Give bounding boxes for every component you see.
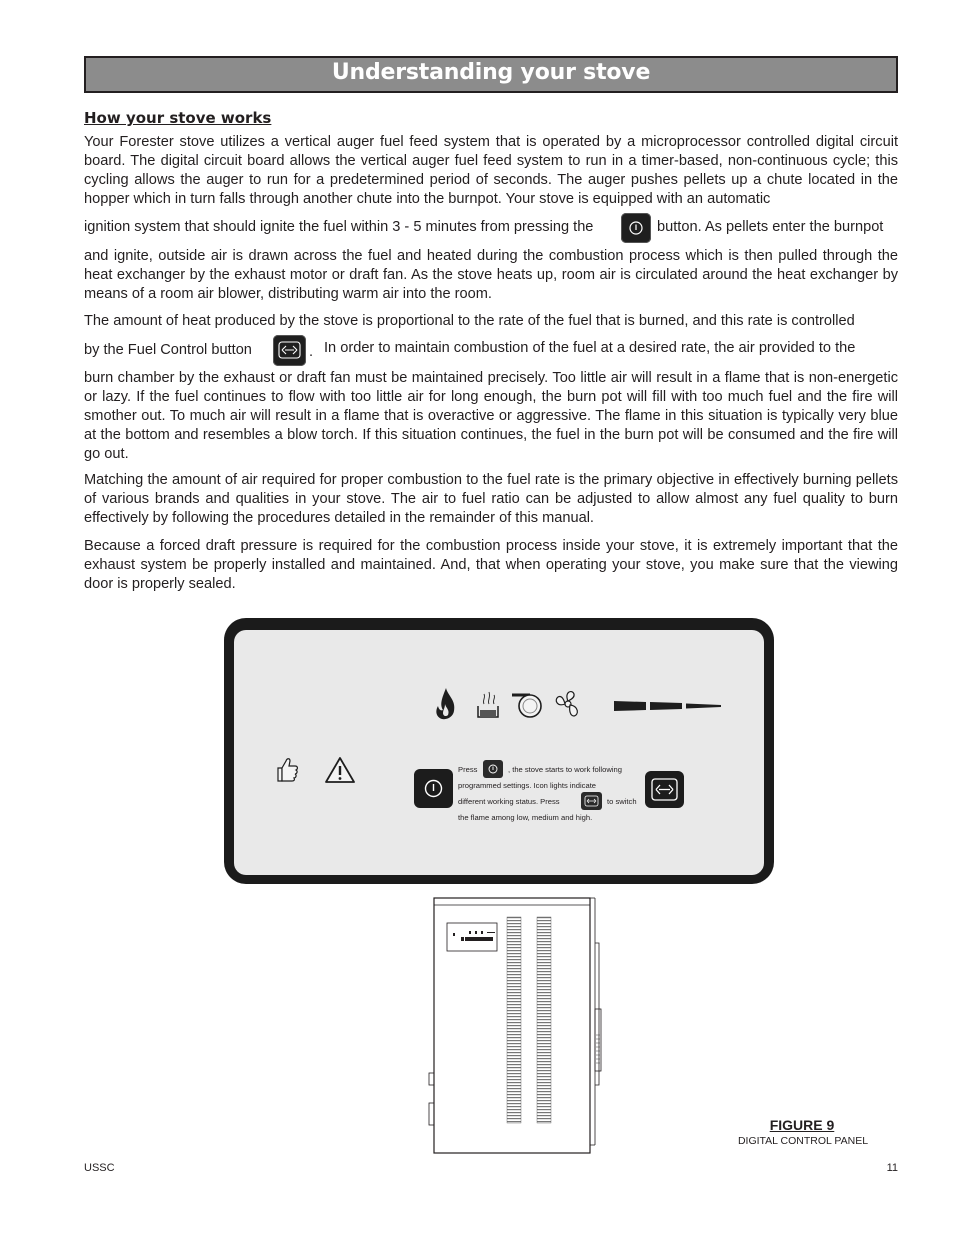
power-button-icon bbox=[621, 213, 651, 243]
paragraph-4: Because a forced draft pressure is required for the combustion process inside your stove, it is extremely important that the exhaust system be properly installed and maintained. And, that when operating your stove, you make sure that the viewing door is properly sealed. bbox=[84, 538, 898, 592]
panel-text-line-1a: Press bbox=[458, 765, 478, 774]
control-panel-face bbox=[234, 630, 764, 875]
paragraph-2-line-after: In order to maintain combustion of the fuel at a desired rate, the air provided to the bbox=[324, 340, 856, 356]
panel-inline-power-icon bbox=[483, 760, 503, 778]
panel-text-line-2: programmed settings. Icon lights indicate bbox=[458, 781, 597, 790]
paragraph-3: Matching the amount of air required for proper combustion to the fuel rate is the primary objective in effectively burning pellets of various brands and qualities in your stove. The air to fuel ratio can be adjusted to allow almost any fuel quality to burn effectively by following the procedures detailed in the remainder of this manual. bbox=[84, 472, 898, 526]
figure-caption: DIGITAL CONTROL PANEL bbox=[737, 1135, 869, 1147]
paragraph-2-block: The amount of heat produced by the stove is proportional to the rate of the fuel that is burned, and this rate is controlled bbox=[84, 313, 855, 329]
paragraph-1-block: Your Forester stove utilizes a vertical auger fuel feed system that is operated by a microprocessor controlled digital circuit board. The digital circuit board allows the vertical auger fuel feed system to run in a timer-based, non-continuous cycle; this cycling allows the auger to run for a predetermined period of seconds. The auger pushes pellets up a chute located in the hopper which in turn falls through another chute into the burnpot. Your stove is equipped with an automatic bbox=[84, 134, 898, 207]
exhaust-fan-icon bbox=[510, 691, 544, 719]
paragraph-2-line-before: by the Fuel Control button bbox=[84, 342, 252, 358]
panel-inline-fuel-icon bbox=[581, 792, 602, 810]
paragraph-2-dot: . bbox=[309, 344, 314, 360]
panel-fuel-control-button bbox=[645, 771, 684, 808]
flame-level-indicator bbox=[612, 699, 724, 713]
paragraph-1-line-before: ignition system that should ignite the fuel within 3 - 5 minutes from pressing the bbox=[84, 219, 594, 235]
title-banner bbox=[84, 56, 898, 93]
panel-text-line-3a: different working status. Press bbox=[458, 797, 560, 806]
stove-drawing bbox=[425, 895, 605, 1157]
flame-icon bbox=[430, 686, 460, 722]
section-heading: How your stove works bbox=[84, 109, 272, 127]
paragraph-2-rest: burn chamber by the exhaust or draft fan must be maintained precisely. Too little air will result in a flame that is non-energetic or lazy. If the fuel continues to flow with too little air for long enough, the burn pot will fill with too much fuel and the fire will smother out. To much air will result in a flame that is overactive or aggressive. The flame in this situation is typically very blue at the bottom and resembles a blow torch. If this situation continues, the fuel in the burn pot will be consumed and the fire will go out. bbox=[84, 370, 898, 462]
paragraph-1-rest: and ignite, outside air is drawn across the fuel and heated during the combustion process which is then pulled through the heat exchanger by the exhaust motor or draft fan. As the stove heats up, room air is circulated around the heat exchanger by means of a room air blower, distributing warm air into the room. bbox=[84, 248, 898, 302]
panel-text-line-1b: , the stove starts to work following bbox=[508, 765, 622, 774]
footer-publisher: USSC bbox=[84, 1162, 115, 1174]
page-number: 11 bbox=[886, 1162, 898, 1174]
thumbs-up-icon bbox=[274, 755, 300, 783]
figure-title: FIGURE 9 bbox=[769, 1117, 835, 1133]
igniter-icon bbox=[475, 686, 501, 720]
fuel-control-button-icon bbox=[273, 335, 306, 366]
page-title: Understanding your stove bbox=[331, 60, 651, 85]
paragraph-1-line-after: button. As pellets enter the burnpot bbox=[657, 219, 884, 235]
panel-text-line-4: the flame among low, medium and high. bbox=[458, 813, 593, 822]
panel-text-line-3b: to switch bbox=[607, 797, 637, 806]
warning-icon bbox=[324, 756, 356, 784]
panel-power-button bbox=[414, 769, 453, 808]
room-fan-icon bbox=[552, 688, 584, 720]
